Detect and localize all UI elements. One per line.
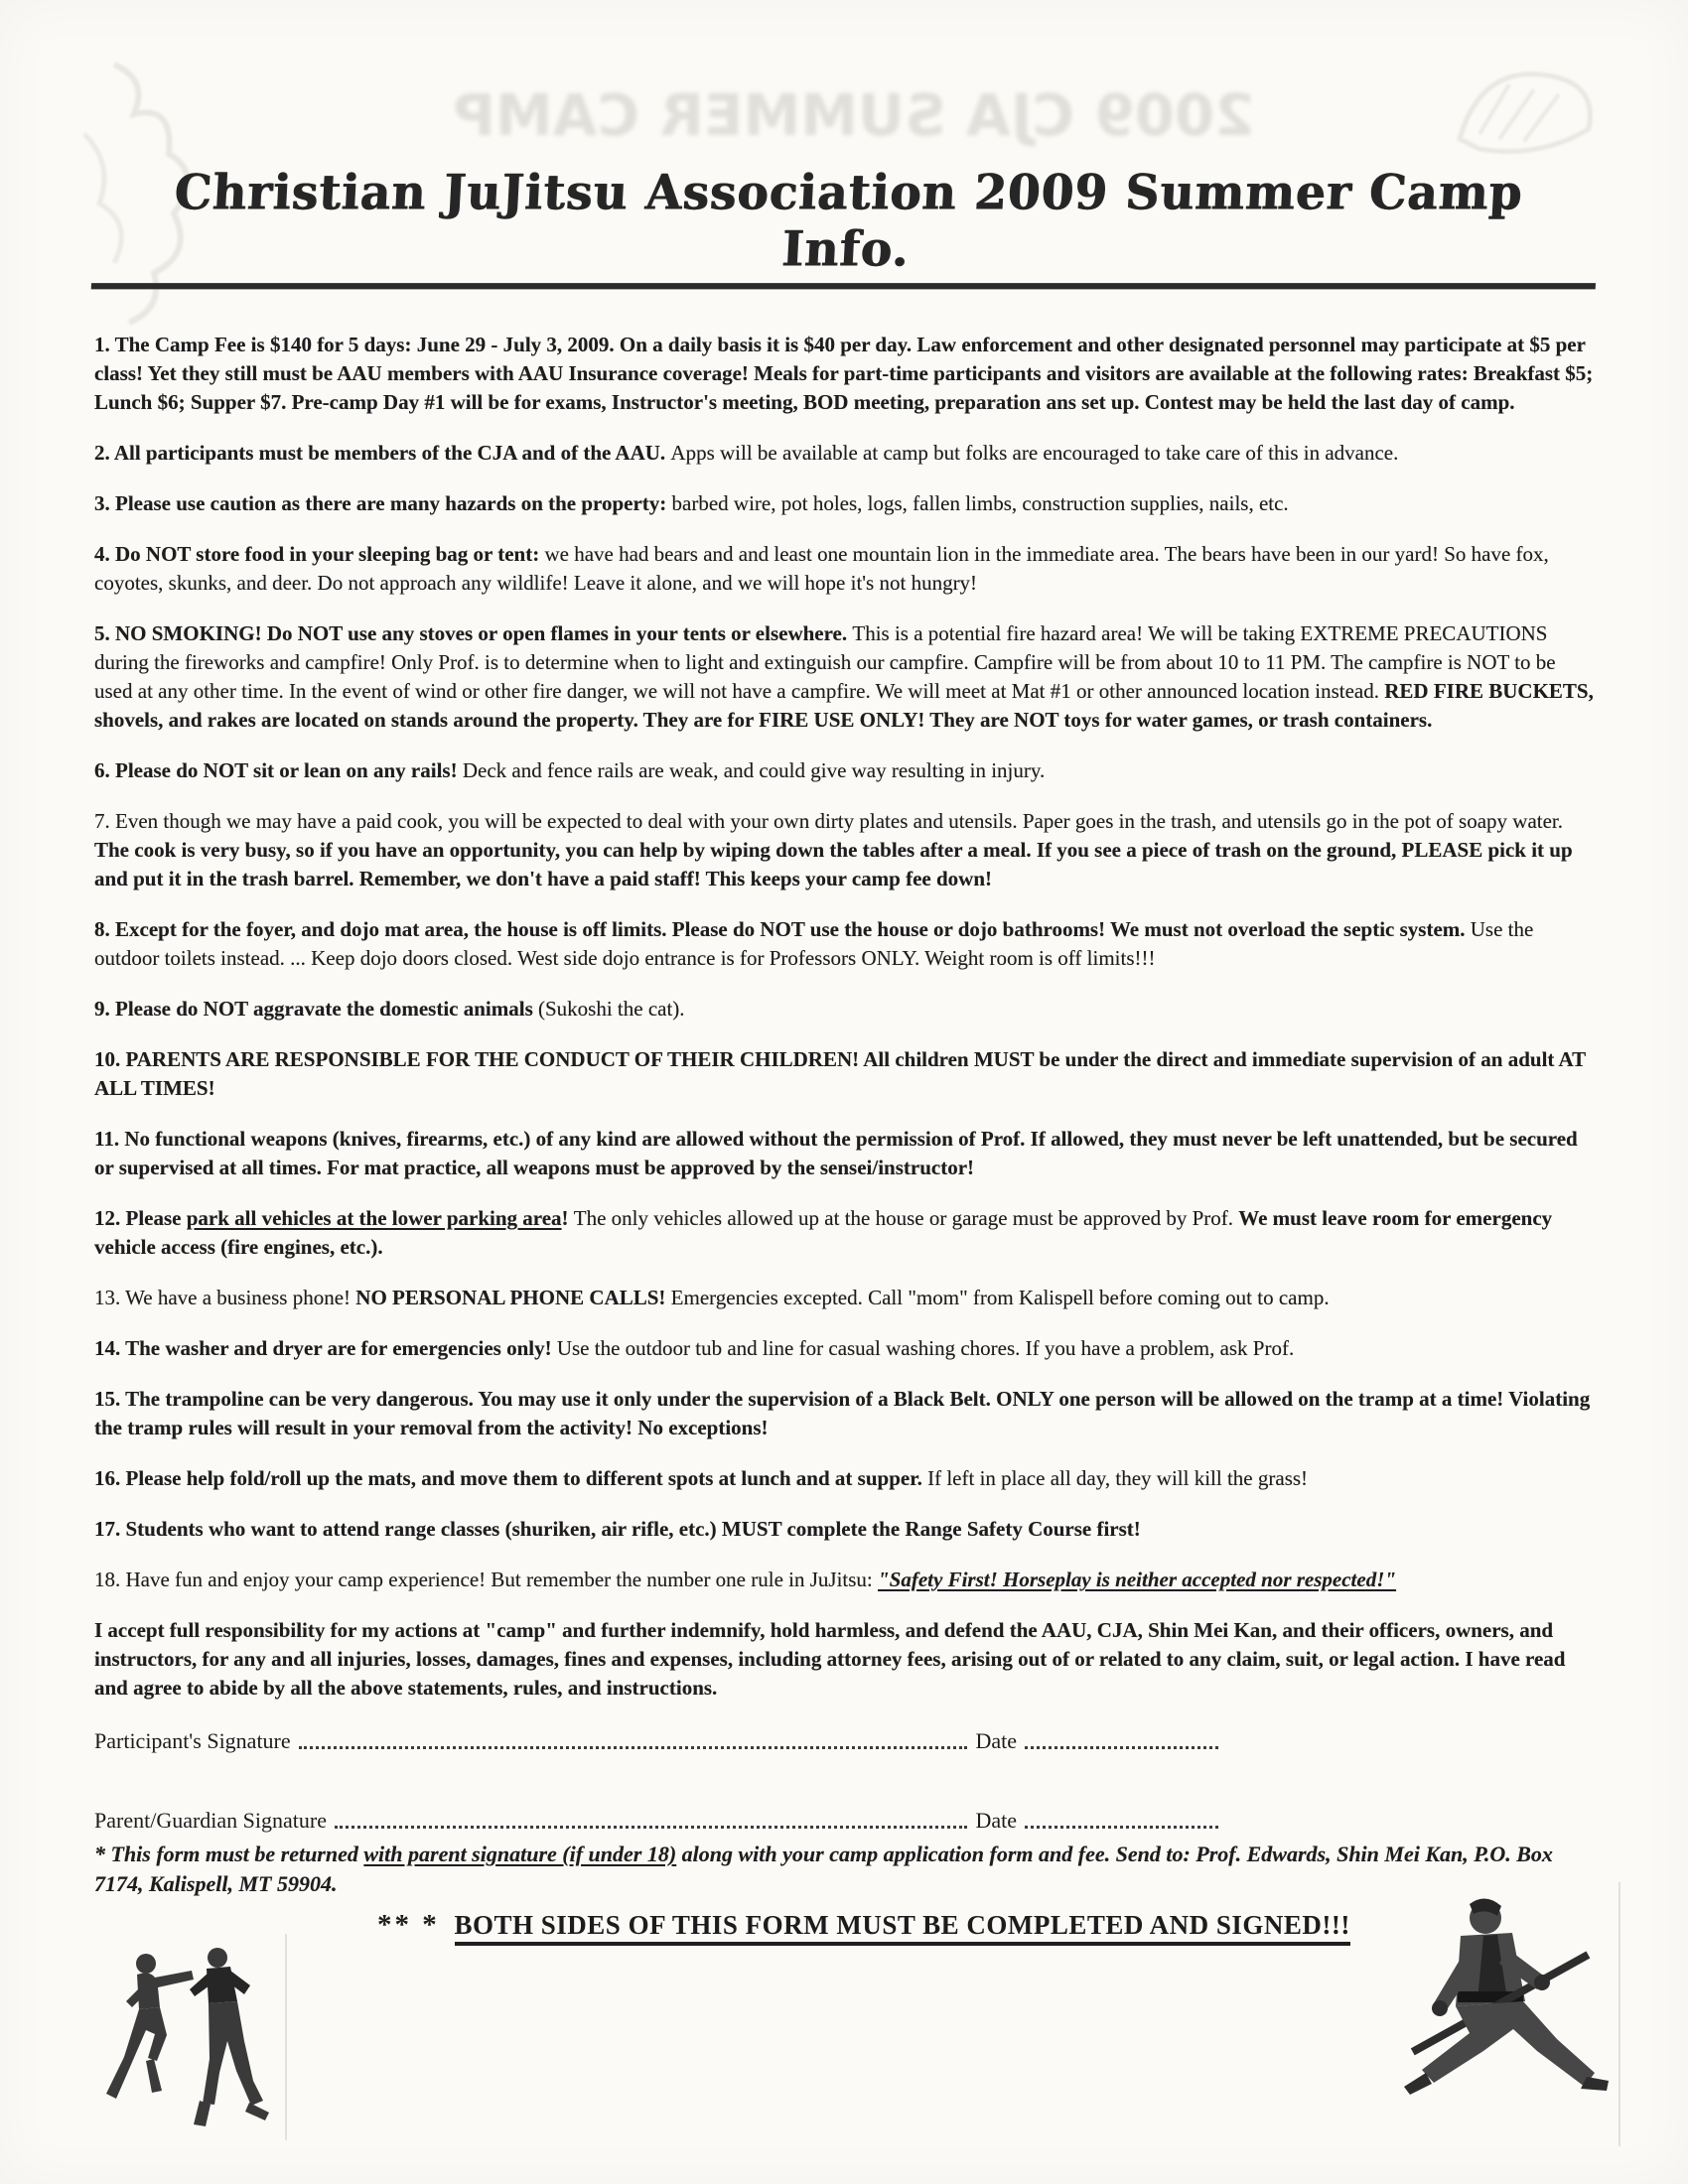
rule-item-1 <box>94 331 1599 417</box>
text-segment: 2. All participants must be members of the CJA and of the AAU. <box>94 441 671 465</box>
text-segment: (Sukoshi the cat). <box>538 997 685 1021</box>
title-wrap <box>94 164 1599 287</box>
footer-asterisks: ** * <box>377 1909 440 1941</box>
text-segment: RED FIRE BUCKETS, shovels, and rakes are located on stands around the property. They are for FIRE USE ONLY! They are NOT toys for water games, or trash containers. <box>94 679 1594 732</box>
rule-item-14 <box>94 1334 1599 1363</box>
rule-item-18 <box>94 1566 1599 1594</box>
liability-paragraph <box>94 1616 1599 1703</box>
text-segment: with parent signature (if under 18) <box>363 1842 677 1866</box>
text-segment: 6. Please do NOT sit or lean on any rails! <box>94 758 463 782</box>
text-segment: The only vehicles allowed up at the house or garage must be approved by Prof. <box>573 1206 1239 1230</box>
martial-artist-with-staff-clipart <box>1366 1882 1620 2146</box>
rule-item-17 <box>94 1515 1599 1544</box>
text-segment: 13. We have a business phone! <box>94 1286 356 1309</box>
text-segment: 7. Even though we may have a paid cook, you will be expected to deal with your own dirty plates and utensils. Paper goes in the trash, and utensils go in the pot of soapy water. <box>94 809 1564 833</box>
text-segment: 16. Please help fold/roll up the mats, and move them to different spots at lunch and at supper. <box>94 1466 928 1490</box>
participant-date-label: Date <box>975 1728 1017 1753</box>
rule-item-5 <box>94 619 1599 735</box>
participant-signature-line[interactable] <box>299 1746 968 1749</box>
text-segment: Emergencies excepted. Call "mom" from Kalispell before coming out to camp. <box>670 1286 1330 1309</box>
bleedthrough-back-title: 2009 CJA SUMMER CAMP <box>453 81 1255 149</box>
text-segment: NO PERSONAL PHONE CALLS! <box>355 1286 671 1309</box>
text-segment: Deck and fence rails are weak, and could give way resulting in injury. <box>462 758 1046 782</box>
text-segment: 12. Please <box>94 1206 187 1230</box>
text-segment: 1. The Camp Fee is $140 for 5 days: June 29 - July 3, 2009. On a daily basis it is $40 per day. Law enforcement and other designated personnel may participate at $5 per class! Yet they still must be AAU members with AAU Insurance coverage! Meals for part-time participants and visitors are available at the following rates: Breakfast $5; Lunch $6; Supper $7. Pre-camp Day #1 will be for exams, Instructor's meeting, BOD meeting, preparation ans set up. Contest may be held the last day of camp. <box>94 333 1594 414</box>
both-sides-banner: BOTH SIDES OF THIS FORM MUST BE COMPLETED AND SIGNED!!! <box>455 1910 1350 1946</box>
rule-item-12 <box>94 1204 1599 1262</box>
text-segment: If left in place all day, they will kill the grass! <box>927 1466 1309 1490</box>
parent-signature-label: Parent/Guardian Signature <box>94 1808 327 1833</box>
rule-item-7 <box>94 807 1599 893</box>
rule-item-15 <box>94 1385 1599 1442</box>
text-segment: we have had bears and and least one mountain lion in the immediate area. The bears have been in our yard! So have fox, coyotes, skunks, and deer. Do not approach any wildlife! Leave it alone, and we will hope it's not hungry! <box>94 542 1549 595</box>
rule-item-10 <box>94 1045 1599 1103</box>
text-segment: barbed wire, pot holes, logs, fallen limbs, construction supplies, nails, etc. <box>671 491 1289 515</box>
rule-item-4 <box>94 540 1599 598</box>
form-content <box>94 0 1599 1942</box>
participant-signature-label: Participant's Signature <box>94 1728 291 1753</box>
text-segment: 5. NO SMOKING! Do NOT use any stoves or open flames in your tents or elsewhere. <box>94 621 853 645</box>
text-segment: * This form must be returned <box>94 1842 364 1866</box>
two-men-sparring-clipart <box>94 1934 287 2140</box>
parent-signature-row <box>94 1808 1226 1834</box>
text-segment: 14. The washer and dryer are for emergencies only! <box>94 1336 557 1360</box>
text-segment: 17. Students who want to attend range classes (shuriken, air rifle, etc.) MUST complete the Range Safety Course first! <box>94 1517 1141 1541</box>
parent-date-line[interactable] <box>1025 1826 1218 1829</box>
text-segment: I accept full responsibility for my actions at "camp" and further indemnify, hold harmless, and defend the AAU, CJA, Shin Mei Kan, and their officers, owners, and instructors, for any and all injuries, losses, damages, fines and expenses, including attorney fees, arising out of or related to any claim, suit, or legal action. I have read and agree to abide by all the above statements, rules, and instructions. <box>94 1618 1566 1700</box>
form-title: Christian JuJitsu Association 2009 Summer Camp Info. <box>91 165 1603 290</box>
rule-item-9 <box>94 995 1599 1024</box>
text-segment: 3. Please use caution as there are many hazards on the property: <box>94 491 672 515</box>
parent-signature-line[interactable] <box>335 1826 967 1829</box>
rule-item-2 <box>94 439 1599 468</box>
text-segment: Use the outdoor tub and line for casual washing chores. If you have a problem, ask Prof. <box>556 1336 1295 1360</box>
text-segment: 15. The trampoline can be very dangerous. You may use it only under the supervision of a Black Belt. ONLY one person will be allowed on the tramp at a time! Violating the tramp rules will result in your removal from the activity! No exceptions! <box>94 1387 1591 1439</box>
participant-date-line[interactable] <box>1025 1746 1218 1749</box>
text-segment: park all vehicles at the lower parking area <box>186 1206 562 1230</box>
rule-item-3 <box>94 489 1599 518</box>
text-segment: along with your camp application form and fee. Send to: Prof. Edwards, Shin Mei Kan, P.O. Box 7174, Kalispell, MT 59904. <box>94 1842 1553 1896</box>
text-segment: ! <box>561 1206 574 1230</box>
rule-item-11 <box>94 1125 1599 1182</box>
text-segment: 10. PARENTS ARE RESPONSIBLE FOR THE CONDUCT OF THEIR CHILDREN! All children MUST be under the direct and immediate supervision of an adult AT ALL TIMES! <box>94 1047 1586 1100</box>
text-segment: Use the outdoor toilets instead. ... Keep dojo doors closed. West side dojo entrance is for Professors ONLY. Weight room is off limits!!! <box>94 917 1534 970</box>
rule-item-6 <box>94 756 1599 785</box>
rule-item-13 <box>94 1284 1599 1312</box>
text-segment: 11. No functional weapons (knives, firearms, etc.) of any kind are allowed without the permission of Prof. If allowed, they must never be left unattended, but be secured or supervised at all times. For mat practice, all weapons must be approved by the sensei/instructor! <box>94 1127 1578 1179</box>
rule-item-16 <box>94 1464 1599 1493</box>
text-segment: This is a potential fire hazard area! We will be taking EXTREME PRECAUTIONS during the fireworks and campfire! Only Prof. is to determine when to light and extinguish our campfire. Campfire will be from about 10 to 11 PM. The campfire is NOT to be used at any other time. In the event of wind or other fire danger, we will not have a campfire. We will meet at Mat #1 or other announced location instead. <box>94 621 1556 703</box>
participant-signature-row <box>94 1728 1226 1754</box>
text-segment: 9. Please do NOT aggravate the domestic animals <box>94 997 538 1021</box>
text-segment: 4. Do NOT store food in your sleeping bag or tent: <box>94 542 545 566</box>
text-segment: The cook is very busy, so if you have an opportunity, you can help by wiping down the tables after a meal. If you see a piece of trash on the ground, PLEASE pick it up and put it in the trash barrel. Remember, we don't have a paid staff! This keeps your camp fee down! <box>94 838 1573 890</box>
text-segment: Apps will be available at camp but folks are encouraged to take care of this in advance. <box>670 441 1399 465</box>
text-segment: "Safety First! Horseplay is neither accepted nor respected!" <box>878 1568 1397 1591</box>
rule-item-8 <box>94 915 1599 973</box>
text-segment: 8. Except for the foyer, and dojo mat area, the house is off limits. Please do NOT use the house or dojo bathrooms! We must not overload the septic system. <box>94 917 1471 941</box>
text-segment: 18. Have fun and enjoy your camp experience! But remember the number one rule in JuJitsu: <box>94 1568 879 1591</box>
parent-date-label: Date <box>975 1808 1017 1833</box>
rules-list <box>94 331 1599 1594</box>
text-segment: We must leave room for emergency vehicle access (fire engines, etc.). <box>94 1206 1553 1259</box>
